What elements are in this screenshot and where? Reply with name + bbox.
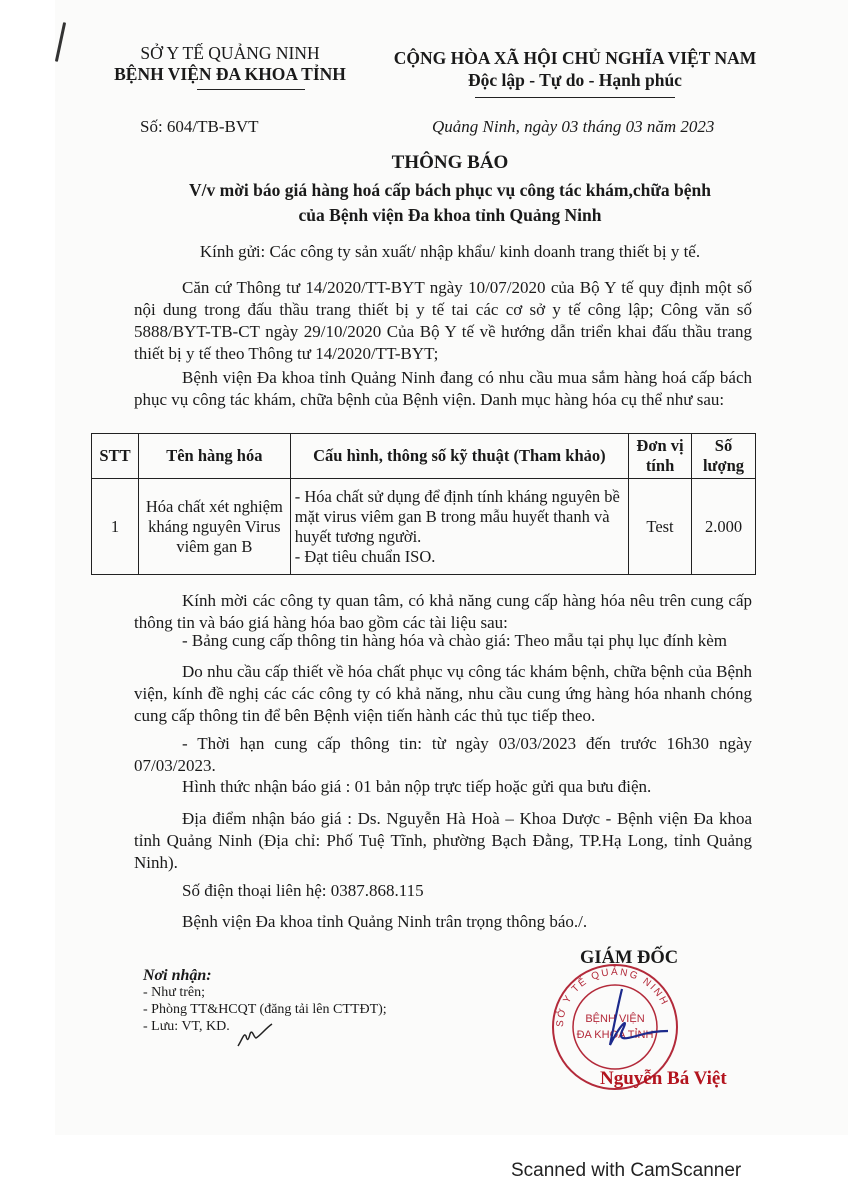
phone-paragraph: Số điện thoại liên hệ: 0387.868.115 <box>182 881 424 900</box>
document-number: Số: 604/TB-BVT <box>140 117 259 136</box>
signer-name: Nguyễn Bá Việt <box>600 1068 727 1089</box>
document-date: Quảng Ninh, ngày 03 tháng 03 năm 2023 <box>432 117 715 136</box>
recipients-title: Nơi nhận: <box>143 967 212 984</box>
issuer-underline <box>197 89 305 90</box>
col-header-name: Tên hàng hóa <box>138 434 290 479</box>
document-title: THÔNG BÁO <box>391 152 509 173</box>
stamp-line-1: BỆNH VIỆN <box>585 1013 645 1025</box>
issuer-parent: SỞ Y TẾ QUẢNG NINH <box>140 43 320 63</box>
col-header-unit: Đơn vị tính <box>629 434 692 479</box>
table-row <box>92 479 756 575</box>
goods-table <box>91 433 756 575</box>
cell-unit: Test <box>629 479 692 575</box>
cell-qty: 2.000 <box>692 479 756 575</box>
col-header-spec: Cấu hình, thông số kỹ thuật (Tham khảo) <box>290 434 628 479</box>
cell-name: Hóa chất xét nghiệm kháng nguyên Virus viêm gan B <box>138 479 290 575</box>
invite-paragraph: Kính mời các công ty quan tâm, có khả năng cung cấp hàng hóa nêu trên cung cấp thông tin và báo giá hàng hóa bao gồm các tài liệu sau: <box>134 591 752 632</box>
issuer-block <box>110 43 350 90</box>
closing-paragraph: Bệnh viện Đa khoa tỉnh Quảng Ninh trân trọng thông báo./. <box>182 912 588 931</box>
spec-line: - Đạt tiêu chuẩn ISO. <box>294 546 436 566</box>
col-header-qty: Số lượng <box>692 434 756 479</box>
national-motto: Độc lập - Tự do - Hạnh phúc <box>468 70 682 90</box>
documents-paragraph: - Bảng cung cấp thông tin hàng hóa và chào giá: Theo mẫu tại phụ lục đính kèm <box>182 631 727 650</box>
urgency-paragraph: Do nhu cầu cấp thiết về hóa chất phục vụ công tác khám bệnh, chữa bệnh của Bệnh viện, kính đề nghị các các công ty có khả năng, nhu cầu cung ứng hàng hóa nhanh chóng cung cấp thông tin để bên Bệnh viện tiến hành các thủ tục tiếp theo. <box>134 662 752 725</box>
cell-stt: 1 <box>92 479 139 575</box>
recipient-item: - Như trên; <box>143 985 206 1000</box>
issuer-name: BỆNH VIỆN ĐA KHOA TỈNH <box>114 64 346 84</box>
col-header-stt: STT <box>92 434 139 479</box>
location-paragraph: Địa điểm nhận báo giá : Ds. Nguyễn Hà Hoà – Khoa Dược - Bệnh viện Đa khoa tỉnh Quảng Ninh (Địa chỉ: Phố Tuệ Tĩnh, phường Bạch Đằng, TP.Hạ Long, tỉnh Quảng Ninh). <box>134 809 752 872</box>
cell-spec <box>290 479 628 575</box>
recipient-item: - Phòng TT&HCQT (đăng tải lên CTTĐT); <box>143 1002 387 1017</box>
spec-line: - Hóa chất sử dụng để định tính kháng nguyên bề mặt virus viêm gan B trong mẫu huyết thanh và huyết tương người. <box>294 486 620 546</box>
recipient-item: - Lưu: VT, KD. <box>143 1019 230 1034</box>
subject-line-2: của Bệnh viện Đa khoa tỉnh Quảng Ninh <box>298 205 602 225</box>
signer-position: GIÁM ĐỐC <box>580 948 679 968</box>
national-title: CỘNG HÒA XÃ HỘI CHỦ NGHĨA VIỆT NAM <box>393 48 757 68</box>
motto-underline <box>475 97 675 98</box>
legal-basis-paragraph: Căn cứ Thông tư 14/2020/TT-BYT ngày 10/07/2020 của Bộ Y tế quy định một số nội dung trong đấu thầu trang thiết bị y tế tai các cơ sở y tế công lập; Công văn số 5888/BYT-TB-CT ngày 29/10/2020 Của Bộ Y tế về hướng dẫn triển khai đấu thầu trang thiết bị y tế theo Thông tư 14/2020/TT-BYT; <box>134 278 752 363</box>
handwritten-signature <box>600 985 670 1055</box>
need-paragraph: Bệnh viện Đa khoa tỉnh Quảng Ninh đang có nhu cầu mua sắm hàng hoá cấp bách phục vụ công tác khám, chữa bệnh của Bệnh viện. Danh mục hàng hóa cụ thể như sau: <box>134 368 752 409</box>
scanner-watermark: Scanned with CamScanner <box>511 1160 742 1181</box>
addressee: Kính gửi: Các công ty sản xuất/ nhập khẩu/ kinh doanh trang thiết bị y tế. <box>199 242 701 261</box>
initials-signature <box>236 1022 276 1050</box>
subject-line-1: V/v mời báo giá hàng hoá cấp bách phục vụ công tác khám,chữa bệnh <box>189 180 711 200</box>
national-header <box>365 47 785 98</box>
stamp-line-2: ĐA KHOA TỈNH <box>576 1029 654 1041</box>
table-header-row <box>92 434 756 479</box>
deadline-paragraph: - Thời hạn cung cấp thông tin: từ ngày 03/03/2023 đến trước 16h30 ngày 07/03/2023. <box>134 734 752 775</box>
method-paragraph: Hình thức nhận báo giá : 01 bản nộp trực tiếp hoặc gửi qua bưu điện. <box>182 777 652 796</box>
document-subject <box>100 178 800 228</box>
stamp-ring-text: SỞ Y TẾ QUẢNG NINH <box>554 966 671 1028</box>
